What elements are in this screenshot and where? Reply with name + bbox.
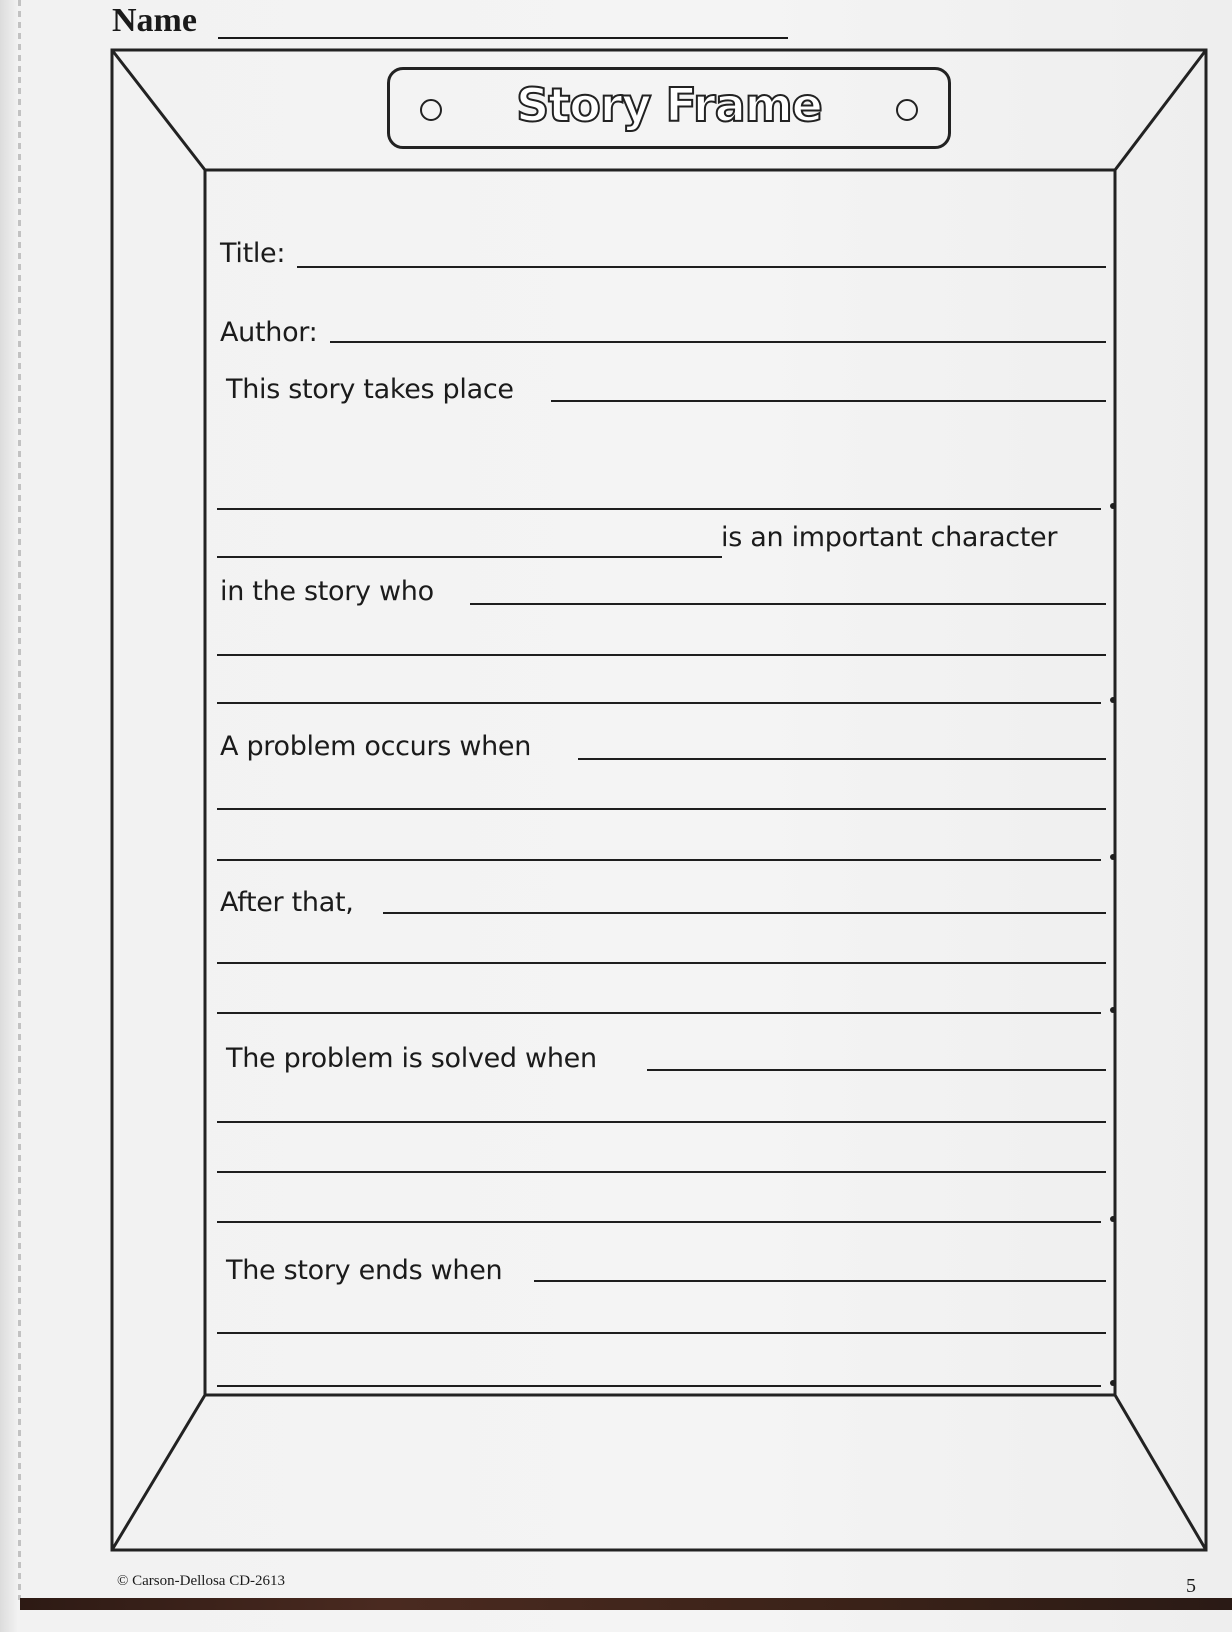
scan-edge bbox=[20, 1598, 1232, 1610]
period-mark bbox=[1110, 1216, 1116, 1222]
name-label: Name bbox=[112, 2, 197, 39]
problem-solved-label: The problem is solved when bbox=[226, 1043, 597, 1074]
problem-solved-line-3[interactable] bbox=[217, 1171, 1106, 1173]
right-hole-icon bbox=[896, 99, 918, 121]
author-line[interactable] bbox=[330, 341, 1106, 343]
period-mark bbox=[1110, 1380, 1116, 1386]
after-that-line-1[interactable] bbox=[383, 912, 1106, 914]
period-mark bbox=[1110, 854, 1116, 860]
takes-place-label: This story takes place bbox=[226, 374, 514, 405]
page-number: 5 bbox=[1186, 1575, 1196, 1597]
takes-place-line-1[interactable] bbox=[551, 400, 1106, 402]
after-that-line-3[interactable] bbox=[217, 1012, 1101, 1014]
problem-occurs-label: A problem occurs when bbox=[220, 731, 532, 762]
after-that-label: After that, bbox=[220, 887, 354, 918]
character-who-line-3[interactable] bbox=[217, 702, 1101, 704]
story-ends-label: The story ends when bbox=[226, 1255, 503, 1286]
title-label: Title: bbox=[220, 238, 286, 269]
character-who-line-1[interactable] bbox=[470, 603, 1106, 605]
character-who-label: in the story who bbox=[220, 576, 434, 607]
period-mark bbox=[1110, 1007, 1116, 1013]
story-ends-line-2[interactable] bbox=[217, 1332, 1106, 1334]
story-ends-line-3[interactable] bbox=[217, 1385, 1101, 1387]
takes-place-line-2[interactable] bbox=[217, 508, 1101, 510]
after-that-line-2[interactable] bbox=[217, 962, 1106, 964]
copyright-text: © Carson-Dellosa CD-2613 bbox=[117, 1573, 286, 1589]
problem-solved-line-2[interactable] bbox=[217, 1121, 1106, 1123]
problem-solved-line-1[interactable] bbox=[647, 1069, 1106, 1071]
author-label: Author: bbox=[220, 317, 318, 348]
character-name-line[interactable] bbox=[217, 556, 722, 558]
frame-title: Story Frame bbox=[516, 78, 822, 132]
problem-occurs-line-1[interactable] bbox=[578, 758, 1106, 760]
problem-occurs-line-2[interactable] bbox=[217, 808, 1106, 810]
title-line[interactable] bbox=[297, 266, 1106, 268]
problem-solved-line-4[interactable] bbox=[217, 1221, 1101, 1223]
story-ends-line-1[interactable] bbox=[534, 1280, 1106, 1282]
problem-occurs-line-3[interactable] bbox=[217, 859, 1101, 861]
title-plaque bbox=[387, 67, 951, 149]
character-who-line-2[interactable] bbox=[217, 654, 1106, 656]
period-mark bbox=[1110, 697, 1116, 703]
important-character-label: is an important character bbox=[721, 522, 1058, 553]
period-mark bbox=[1110, 503, 1116, 509]
